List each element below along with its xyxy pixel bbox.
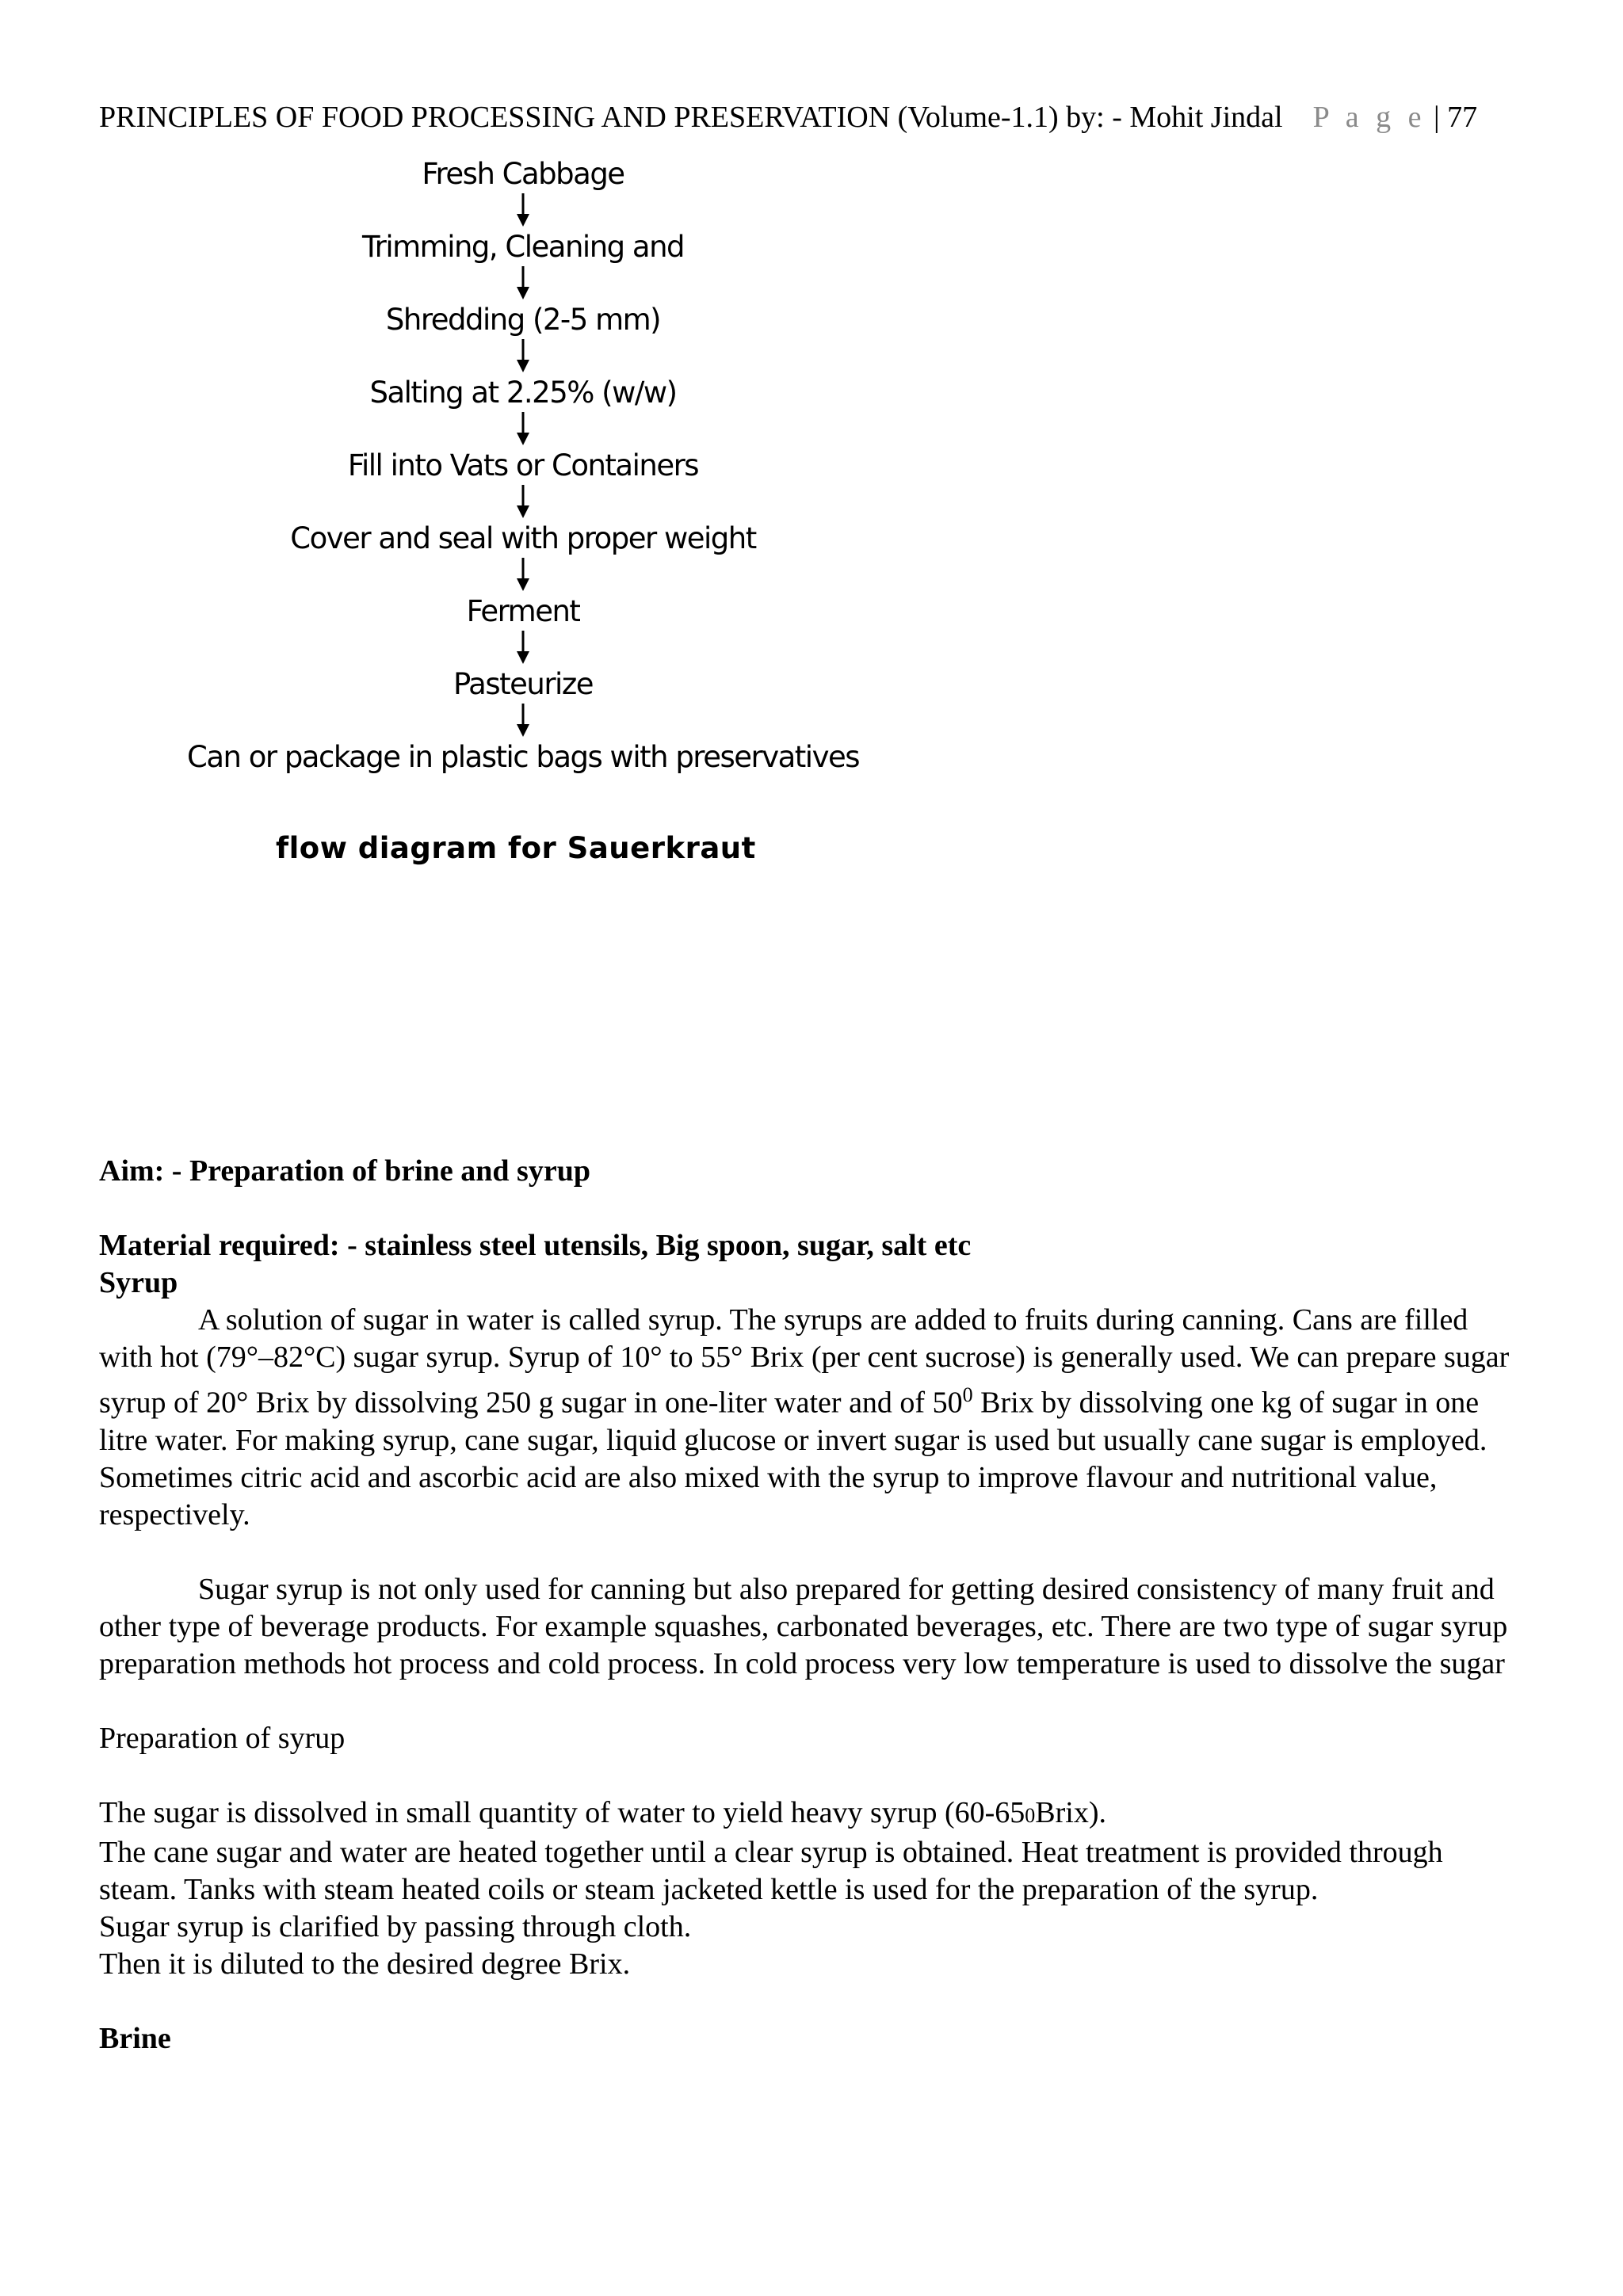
down-arrow-icon xyxy=(513,482,533,523)
document-body xyxy=(99,1153,1526,2058)
down-arrow-icon xyxy=(513,263,533,304)
syrup-heading: Syrup xyxy=(99,1266,178,1299)
preparation-step: The sugar is dissolved in small quantity of water to yield heavy syrup (60-650Brix). xyxy=(99,1795,1106,1829)
syrup-paragraph: A solution of sugar in water is called syrup. The syrups are added to fruits during canning. Cans are filled with hot (79°–82°C) sugar syrup. Syrup of 10° to 55° Brix (per cent sucrose) is generally used. We can prepare sugar syrup of 20° Brix by dissolving 250 g sugar in one-liter water and of $50^0$ Brix by dissolving one kg of sugar in one litre water. For making syrup, cane sugar, liquid glucose or invert sugar is used but usually cane sugar is employed. Sometimes citric acid and ascorbic acid are also mixed with the syrup to improve flavour and nutritional value, respectively. xyxy=(99,1303,1510,1531)
down-arrow-icon xyxy=(513,190,533,231)
brine-heading: Brine xyxy=(99,2021,171,2055)
flow-step: Cover and seal with proper weight xyxy=(290,521,756,555)
flow-step: Can or package in plastic bags with preservatives xyxy=(186,740,860,774)
page-separator: | xyxy=(1434,101,1440,134)
flow-step: Fresh Cabbage xyxy=(422,157,624,191)
materials-heading: Material required: - stainless steel utensils, Big spoon, sugar, salt etc xyxy=(99,1229,972,1262)
flow-diagram-caption: flow diagram for Sauerkraut xyxy=(276,831,756,865)
flow-diagram xyxy=(174,158,872,773)
page-label: P a g e xyxy=(1312,101,1426,134)
down-arrow-icon xyxy=(513,700,533,742)
syrup-paragraph: Sugar syrup is not only used for canning but also prepared for getting desired consistency of many fruit and other type of beverage products. For example squashes, carbonated beverages, etc. There are two type of sugar syrup preparation methods hot process and cold process. In cold process very low temperature is used to dissolve the sugar xyxy=(99,1572,1508,1680)
preparation-step: Then it is diluted to the desired degree Brix. xyxy=(99,1947,631,1981)
flow-step: Ferment xyxy=(466,594,580,628)
down-arrow-icon xyxy=(513,409,533,450)
flow-step: Trimming, Cleaning and xyxy=(361,230,685,264)
down-arrow-icon xyxy=(513,555,533,596)
down-arrow-icon xyxy=(513,627,533,669)
page-number: 77 xyxy=(1447,101,1478,134)
flow-step: Fill into Vats or Containers xyxy=(347,448,699,482)
flow-step: Salting at 2.25% (w/w) xyxy=(369,376,677,410)
aim-heading: Aim: - Preparation of brine and syrup xyxy=(99,1154,590,1188)
flow-step: Shredding (2-5 mm) xyxy=(385,303,661,337)
document-title: PRINCIPLES OF FOOD PROCESSING AND PRESERVATION (Volume-1.1) by: - Mohit Jindal xyxy=(99,101,1283,134)
flow-step: Pasteurize xyxy=(453,667,593,701)
page-header xyxy=(99,98,1526,136)
down-arrow-icon xyxy=(513,336,533,377)
preparation-step: The cane sugar and water are heated together until a clear syrup is obtained. Heat treatment is provided through steam. Tanks with steam heated coils or steam jacketed kettle is used for the preparation of the syrup. xyxy=(99,1835,1443,1906)
preparation-heading: Preparation of syrup xyxy=(99,1721,346,1755)
preparation-step: Sugar syrup is clarified by passing through cloth. xyxy=(99,1909,692,1943)
